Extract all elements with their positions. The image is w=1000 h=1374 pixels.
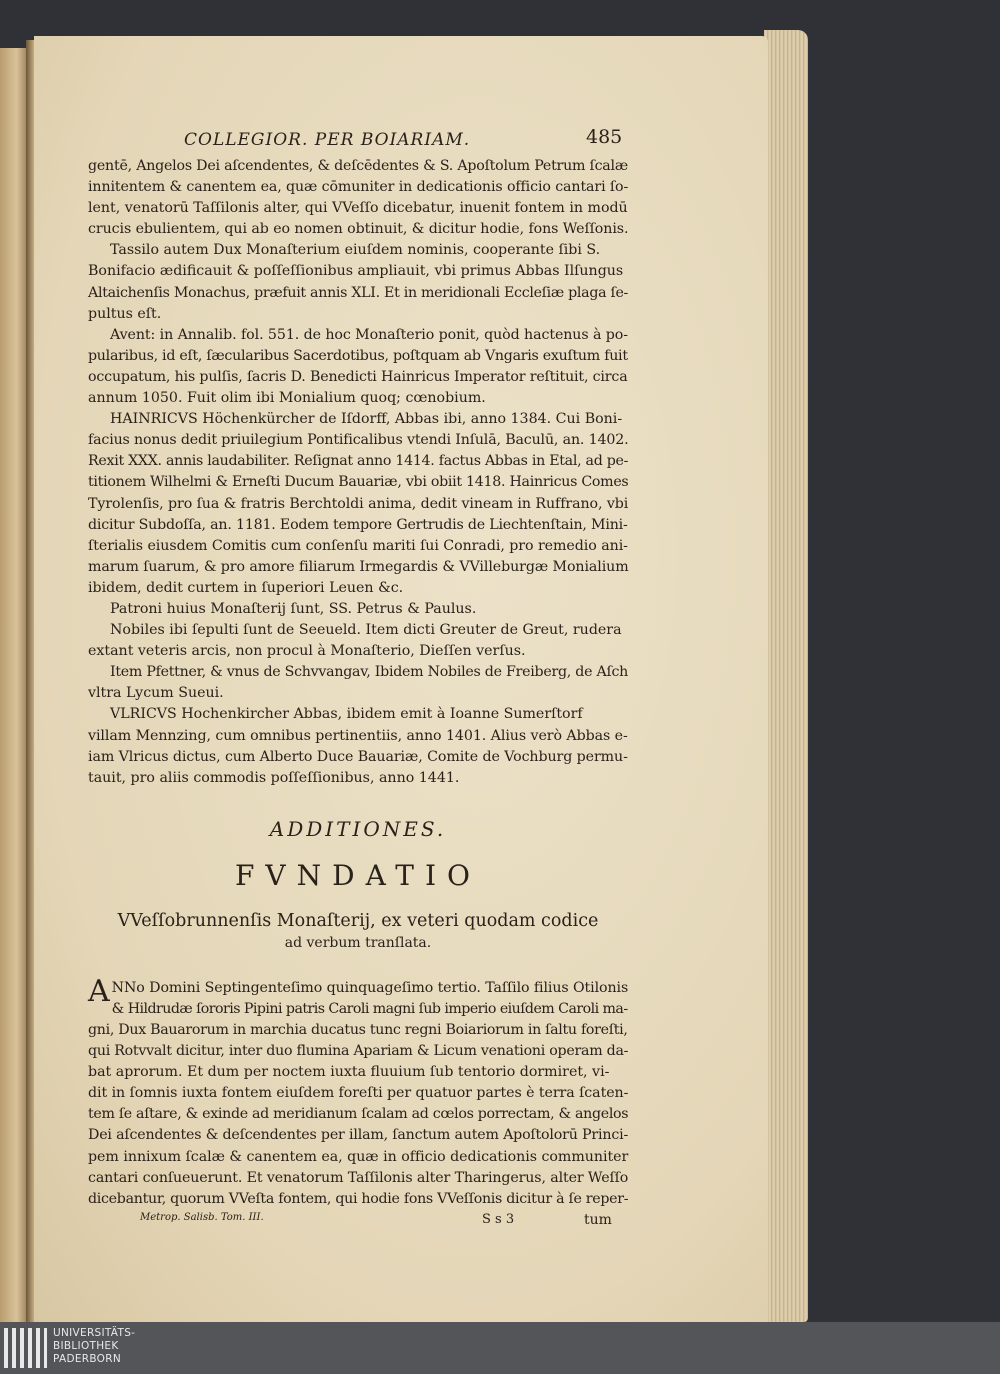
text-line: titionem Wilhelmi & Erneſti Ducum Bauariæ, vbi obiit 1418. Hainricus Comes (88, 474, 629, 491)
logo-line: UNIVERSITÄTS- (53, 1327, 136, 1339)
text-line: ibidem, dedit curtem in ſuperiori Leuen &c. (88, 579, 404, 596)
page-content (88, 126, 628, 1236)
text-line: Patroni huius Monaſterij ſunt, SS. Petrus & Paulus. (110, 600, 477, 617)
fundatio-heading: FVNDATIO (235, 858, 481, 892)
text-line: Tyrolenſis, pro ſua & fratris Berchtoldi anima, dedit vineam in Ruffrano, vbi (88, 495, 629, 512)
subtitle-line: ad verbum tranſlata. (284, 934, 432, 951)
text-line: pultus eſt. (88, 305, 162, 322)
text-line: cantari conſueuerunt. Et venatorum Taſſilonis alter Tharingerus, alter Weſſo (88, 1169, 629, 1186)
text-line: occupatum, his pulſis, ſacris D. Benedicti Hainricus Imperator reſtituit, circa (88, 368, 628, 385)
footer-banner (0, 1322, 1000, 1374)
text-line: Item Pfettner, & vnus de Schvvangav, Ibidem Nobiles de Freiberg, de Aſch (110, 664, 629, 681)
text-line: marum ſuarum, & pro amore filiarum Irmegardis & VVilleburgæ Monialium (88, 558, 629, 575)
text-line: extant veteris arcis, non procul à Monaſterio, Dieſſen verſus. (88, 643, 526, 660)
running-title: COLLEGIOR. PER BOIARIAM. (184, 130, 471, 150)
fundatio-subtitle (88, 910, 628, 954)
body-paragraph (88, 620, 628, 662)
library-logo-icon (2, 1326, 48, 1370)
text-line: gni, Dux Bauarorum in marchia ducatus tunc regni Boiariorum in ſaltu foreſti, (88, 1022, 628, 1038)
text-line: gentē, Angelos Dei aſcendentes, & deſcēdentes & S. Apoſtolum Petrum ſcalæ (88, 158, 628, 174)
text-line: dicitur Subdoſſa, an. 1181. Eodem tempore Gertrudis de Liechtenſtain, Mini- (88, 516, 628, 533)
page-block-edge (764, 30, 808, 1322)
subtitle-line: VVeſſobrunnenſis Monaſterij, ex veteri quodam codice (117, 910, 599, 931)
text-line: Bonifacio ædificauit & poſſeſſionibus ampliauit, vbi primus Abbas Ilſungus (88, 263, 624, 280)
text-line: tauit, pro aliis commodis poſſeſſionibus, anno 1441. (88, 769, 460, 786)
fundatio-lines (88, 973, 629, 1210)
signature-mark: S s 3 (482, 1211, 515, 1227)
logo-line: BIBLIOTHEK (53, 1340, 119, 1352)
body-paragraph (88, 662, 628, 704)
logo-line: PADERBORN (53, 1353, 121, 1365)
text-line: villam Mennzing, cum omnibus pertinentiis, anno 1401. Alius verò Abbas e- (88, 727, 628, 744)
text-line: VLRICVS Hochenkircher Abbas, ibidem emit à Ioanne Sumerſtorf (110, 706, 583, 723)
body-paragraph (88, 409, 628, 599)
text-line: annum 1050. Fuit olim ibi Monialium quoq; cœnobium. (88, 390, 486, 407)
text-line: HAINRICVS Höchenkürcher de Iſdorff, Abbas ibi, anno 1384. Cui Boni- (110, 411, 623, 428)
body-paragraph (88, 240, 628, 324)
drop-cap: A (88, 973, 110, 1009)
additiones-heading: ADDITIONES. (269, 816, 447, 841)
text-line: vltra Lycum Sueui. (88, 685, 224, 702)
text-line: Tassilo autem Dux Monaſterium eiuſdem nominis, cooperante ſibi S. (110, 242, 601, 259)
text-line: iam Vlricus dictus, cum Alberto Duce Bauariæ, Comite de Vochburg permu- (88, 748, 628, 765)
text-line: innitentem & canentem ea, quæ cōmuniter in dedicationis officio cantari ſo- (88, 179, 629, 196)
text-line: lent, venatorū Taſſilonis alter, qui VVeſſo dicebatur, inuenit fontem in modū (88, 200, 628, 217)
body-paragraph (88, 599, 628, 620)
fundatio-paragraph (88, 973, 629, 1210)
text-line: dicebantur, quorum VVeſta fontem, qui hodie fons VVeſſonis dicitur à ſe reper- (88, 1190, 629, 1207)
text-line: & Hildrudæ ſororis Pipini patris Caroli magni ſub imperio eiuſdem Caroli ma- (111, 1000, 628, 1017)
text-line: tem ſe aſtare, & exinde ad meridianum ſcalam ad cœlos porrectam, & angelos (88, 1106, 629, 1123)
text-line: crucis ebulientem, qui ab eo nomen obtinuit, & dicitur hodie, fons Weſſonis. (88, 221, 629, 238)
text-line: bat aprorum. Et dum per noctem iuxta fluuium ſub tentorio dormiret, vi- (88, 1064, 610, 1081)
body-paragraph (88, 325, 628, 409)
text-line: ſterialis eiusdem Comitis cum conſenſu mariti ſui Conradi, pro remedio ani- (88, 537, 628, 554)
body-text (88, 156, 628, 789)
library-logo-text (53, 1327, 135, 1366)
text-line: pem innixum ſcalæ & canentem ea, quæ in officio dedicationis communiter (88, 1148, 629, 1165)
text-line: dit in ſomnis iuxta fontem eiuſdem foreſti per quatuor partes è terra ſcaten- (88, 1085, 629, 1102)
text-line: pularibus, id eſt, ſæcularibus Sacerdotibus, poſtquam ab Vngaris exuſtum fuit (88, 347, 628, 364)
page-number: 485 (586, 126, 623, 148)
body-paragraph (88, 156, 628, 240)
footer-reference: Metrop. Salisb. Tom. III. (140, 1211, 264, 1223)
text-line: qui Rotvvalt dicitur, inter duo flumina Apariam & Licum venationi operam da- (88, 1043, 629, 1060)
text-line: Nobiles ibi ſepulti ſunt de Seeueld. Item dicti Greuter de Greut, rudera (110, 622, 622, 639)
text-line: Dei aſcendentes & deſcendentes per illam, ſanctum autem Apoſtolorū Princi- (88, 1127, 629, 1144)
text-line: Altaichenſis Monachus, præfuit annis XLI. Et in meridionali Eccleſiæ plaga ſe- (88, 284, 629, 301)
text-line: Avent: in Annalib. fol. 551. de hoc Monaſterio ponit, quòd hactenus à po- (110, 326, 628, 343)
running-head (88, 126, 628, 156)
body-paragraph (88, 704, 628, 788)
text-line: facius nonus dedit priuilegium Pontificalibus vtendi Inſulā, Baculū, an. 1402. (88, 432, 629, 449)
text-line: Rexit XXX. annis laudabiliter. Reſignat anno 1414. factus Abbas in Etal, ad pe- (88, 453, 629, 470)
text-line: NNo Domini Septingenteſimo quinquageſimo tertio. Taſſilo filius Otilonis (111, 979, 629, 996)
page-footer (88, 1212, 628, 1236)
catchword: tum (584, 1211, 612, 1228)
